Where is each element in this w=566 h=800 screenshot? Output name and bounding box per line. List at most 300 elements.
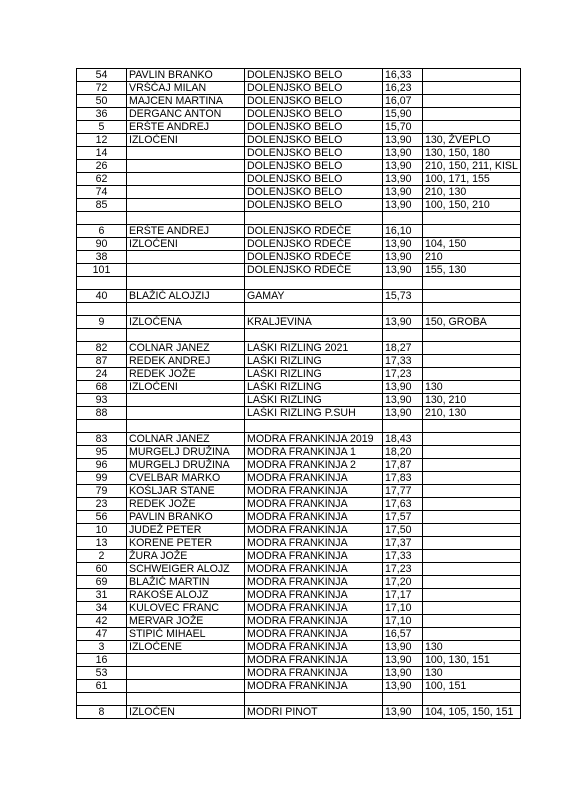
notes-cell: 100, 151	[423, 680, 521, 693]
notes-cell: 130, 210	[423, 394, 521, 407]
sample-number-cell: 82	[77, 342, 127, 355]
notes-cell: 104, 105, 150, 151	[423, 706, 521, 719]
score-cell: 13,90	[383, 641, 423, 654]
table-row	[77, 303, 521, 316]
table-row	[77, 407, 521, 420]
score-cell	[383, 329, 423, 342]
score-cell: 17,37	[383, 537, 423, 550]
notes-cell	[423, 433, 521, 446]
sample-number-cell	[77, 420, 127, 433]
wine-cell	[245, 212, 383, 225]
notes-cell: 130	[423, 641, 521, 654]
producer-cell: MERVAR JOŽE	[127, 615, 245, 628]
producer-cell: REDEK JOŽE	[127, 368, 245, 381]
score-cell: 17,23	[383, 563, 423, 576]
notes-cell	[423, 212, 521, 225]
wine-cell	[245, 277, 383, 290]
table-row	[77, 641, 521, 654]
score-cell: 13,90	[383, 199, 423, 212]
table-row	[77, 381, 521, 394]
wine-cell: MODRA FRANKINJA	[245, 537, 383, 550]
notes-cell	[423, 537, 521, 550]
score-cell: 16,57	[383, 628, 423, 641]
wine-cell: DOLENJSKO RDEČE	[245, 225, 383, 238]
producer-cell: COLNAR JANEZ	[127, 433, 245, 446]
wine-cell: MODRA FRANKINJA	[245, 563, 383, 576]
producer-cell	[127, 199, 245, 212]
sample-number-cell: 36	[77, 108, 127, 121]
score-cell: 17,63	[383, 498, 423, 511]
table-row	[77, 355, 521, 368]
score-cell: 13,90	[383, 238, 423, 251]
producer-cell: SCHWEIGER ALOJZ	[127, 563, 245, 576]
score-cell	[383, 277, 423, 290]
notes-cell	[423, 420, 521, 433]
table-row	[77, 667, 521, 680]
table-row	[77, 602, 521, 615]
score-cell: 13,90	[383, 706, 423, 719]
sample-number-cell: 6	[77, 225, 127, 238]
notes-cell: 104, 150	[423, 238, 521, 251]
score-cell: 13,90	[383, 407, 423, 420]
sample-number-cell: 8	[77, 706, 127, 719]
wine-cell: MODRA FRANKINJA	[245, 524, 383, 537]
score-cell: 16,23	[383, 82, 423, 95]
notes-cell	[423, 511, 521, 524]
score-cell	[383, 212, 423, 225]
wine-cell: LAŠKI RIZLING	[245, 355, 383, 368]
score-cell: 13,90	[383, 667, 423, 680]
producer-cell	[127, 277, 245, 290]
score-cell	[383, 693, 423, 706]
wine-cell: DOLENJSKO BELO	[245, 69, 383, 82]
table-row	[77, 342, 521, 355]
wine-cell: DOLENJSKO BELO	[245, 160, 383, 173]
producer-cell: IZLOČENI	[127, 134, 245, 147]
wine-cell: DOLENJSKO RDEČE	[245, 238, 383, 251]
table-row	[77, 277, 521, 290]
table-row	[77, 225, 521, 238]
producer-cell: MURGELJ DRUŽINA	[127, 446, 245, 459]
wine-cell: LAŠKI RIZLING	[245, 394, 383, 407]
wine-results-table	[76, 68, 521, 719]
notes-cell	[423, 550, 521, 563]
wine-cell: MODRA FRANKINJA	[245, 654, 383, 667]
producer-cell: IZLOČENI	[127, 381, 245, 394]
table-row	[77, 147, 521, 160]
wine-cell: KRALJEVINA	[245, 316, 383, 329]
sample-number-cell: 85	[77, 199, 127, 212]
score-cell: 17,87	[383, 459, 423, 472]
table-row	[77, 251, 521, 264]
sample-number-cell: 50	[77, 95, 127, 108]
score-cell: 13,90	[383, 134, 423, 147]
table-row	[77, 498, 521, 511]
table-row	[77, 654, 521, 667]
notes-cell	[423, 563, 521, 576]
notes-cell: 210, 130	[423, 407, 521, 420]
score-cell: 13,90	[383, 160, 423, 173]
table-row	[77, 628, 521, 641]
sample-number-cell: 101	[77, 264, 127, 277]
score-cell: 17,50	[383, 524, 423, 537]
wine-cell: MODRA FRANKINJA	[245, 485, 383, 498]
notes-cell	[423, 355, 521, 368]
wine-cell: MODRA FRANKINJA	[245, 641, 383, 654]
notes-cell	[423, 693, 521, 706]
producer-cell	[127, 329, 245, 342]
sample-number-cell: 96	[77, 459, 127, 472]
notes-cell: 100, 130, 151	[423, 654, 521, 667]
wine-cell: MODRA FRANKINJA	[245, 511, 383, 524]
producer-cell	[127, 186, 245, 199]
sample-number-cell: 31	[77, 589, 127, 602]
sample-number-cell: 72	[77, 82, 127, 95]
sample-number-cell	[77, 303, 127, 316]
table-row	[77, 706, 521, 719]
table-row	[77, 511, 521, 524]
wine-cell: LAŠKI RIZLING	[245, 381, 383, 394]
producer-cell	[127, 147, 245, 160]
producer-cell	[127, 693, 245, 706]
notes-cell	[423, 342, 521, 355]
sample-number-cell: 14	[77, 147, 127, 160]
table-row	[77, 82, 521, 95]
sample-number-cell	[77, 693, 127, 706]
score-cell: 18,27	[383, 342, 423, 355]
notes-cell	[423, 602, 521, 615]
notes-cell	[423, 277, 521, 290]
producer-cell: PAVLIN BRANKO	[127, 69, 245, 82]
score-cell: 15,70	[383, 121, 423, 134]
wine-cell	[245, 420, 383, 433]
notes-cell: 210, 130	[423, 186, 521, 199]
table-row	[77, 420, 521, 433]
score-cell: 17,33	[383, 355, 423, 368]
notes-cell	[423, 524, 521, 537]
notes-cell	[423, 615, 521, 628]
producer-cell: IZLOČENE	[127, 641, 245, 654]
notes-cell	[423, 290, 521, 303]
table-row	[77, 290, 521, 303]
notes-cell	[423, 459, 521, 472]
wine-cell: DOLENJSKO BELO	[245, 186, 383, 199]
sample-number-cell: 69	[77, 576, 127, 589]
score-cell: 16,33	[383, 69, 423, 82]
sample-number-cell: 88	[77, 407, 127, 420]
wine-cell: DOLENJSKO BELO	[245, 108, 383, 121]
producer-cell: KOŠLJAR STANE	[127, 485, 245, 498]
notes-cell	[423, 498, 521, 511]
score-cell: 13,90	[383, 251, 423, 264]
score-cell: 15,73	[383, 290, 423, 303]
producer-cell: PAVLIN BRANKO	[127, 511, 245, 524]
notes-cell: 130, 150, 180	[423, 147, 521, 160]
table-row	[77, 95, 521, 108]
sample-number-cell: 12	[77, 134, 127, 147]
score-cell: 13,90	[383, 680, 423, 693]
wine-cell: DOLENJSKO BELO	[245, 173, 383, 186]
sample-number-cell: 56	[77, 511, 127, 524]
wine-cell: MODRA FRANKINJA 2	[245, 459, 383, 472]
wine-cell: DOLENJSKO BELO	[245, 199, 383, 212]
producer-cell: KORENE PETER	[127, 537, 245, 550]
sample-number-cell: 23	[77, 498, 127, 511]
producer-cell: BLAŽIČ ALOJZIJ	[127, 290, 245, 303]
producer-cell	[127, 654, 245, 667]
producer-cell: ERŠTE ANDREJ	[127, 121, 245, 134]
wine-cell: LAŠKI RIZLING 2021	[245, 342, 383, 355]
notes-cell	[423, 108, 521, 121]
table-row	[77, 563, 521, 576]
score-cell: 17,10	[383, 602, 423, 615]
score-cell: 13,90	[383, 186, 423, 199]
producer-cell: CVELBAR MARKO	[127, 472, 245, 485]
score-cell: 13,90	[383, 173, 423, 186]
table-row	[77, 108, 521, 121]
notes-cell: 100, 150, 210	[423, 199, 521, 212]
sample-number-cell: 5	[77, 121, 127, 134]
sample-number-cell: 9	[77, 316, 127, 329]
sample-number-cell: 38	[77, 251, 127, 264]
score-cell: 17,83	[383, 472, 423, 485]
notes-cell: 155, 130	[423, 264, 521, 277]
score-cell: 18,20	[383, 446, 423, 459]
score-cell: 16,10	[383, 225, 423, 238]
table-row	[77, 199, 521, 212]
producer-cell	[127, 160, 245, 173]
table-row	[77, 485, 521, 498]
table-row	[77, 329, 521, 342]
producer-cell	[127, 251, 245, 264]
table-row	[77, 173, 521, 186]
table-row	[77, 69, 521, 82]
sample-number-cell: 90	[77, 238, 127, 251]
sample-number-cell	[77, 212, 127, 225]
wine-cell: GAMAY	[245, 290, 383, 303]
wine-cell	[245, 693, 383, 706]
sample-number-cell	[77, 329, 127, 342]
table-row	[77, 550, 521, 563]
table-row	[77, 238, 521, 251]
wine-cell: MODRA FRANKINJA	[245, 472, 383, 485]
wine-cell: MODRI PINOT	[245, 706, 383, 719]
sample-number-cell: 54	[77, 69, 127, 82]
wine-cell: MODRA FRANKINJA	[245, 498, 383, 511]
notes-cell	[423, 472, 521, 485]
producer-cell: MURGELJ DRUŽINA	[127, 459, 245, 472]
wine-cell: DOLENJSKO RDEČE	[245, 251, 383, 264]
table-row	[77, 433, 521, 446]
score-cell: 13,90	[383, 264, 423, 277]
sample-number-cell: 74	[77, 186, 127, 199]
sample-number-cell: 13	[77, 537, 127, 550]
sample-number-cell: 3	[77, 641, 127, 654]
notes-cell: 210, 150, 211, KISL	[423, 160, 521, 173]
table-row	[77, 680, 521, 693]
producer-cell: IZLOČENI	[127, 238, 245, 251]
wine-cell: MODRA FRANKINJA	[245, 602, 383, 615]
wine-cell: MODRA FRANKINJA	[245, 667, 383, 680]
notes-cell	[423, 446, 521, 459]
table-row	[77, 394, 521, 407]
producer-cell	[127, 173, 245, 186]
score-cell: 13,90	[383, 381, 423, 394]
sample-number-cell: 62	[77, 173, 127, 186]
score-cell	[383, 420, 423, 433]
table-row	[77, 524, 521, 537]
table-row	[77, 576, 521, 589]
sample-number-cell: 83	[77, 433, 127, 446]
wine-cell: MODRA FRANKINJA 1	[245, 446, 383, 459]
sample-number-cell: 87	[77, 355, 127, 368]
producer-cell: KULOVEC FRANC	[127, 602, 245, 615]
table-row	[77, 368, 521, 381]
sample-number-cell: 42	[77, 615, 127, 628]
notes-cell: 210	[423, 251, 521, 264]
producer-cell: REDEK JOŽE	[127, 498, 245, 511]
producer-cell: VRŠČAJ MILAN	[127, 82, 245, 95]
notes-cell	[423, 69, 521, 82]
wine-cell: DOLENJSKO BELO	[245, 121, 383, 134]
score-cell: 16,07	[383, 95, 423, 108]
producer-cell: STIPIČ MIHAEL	[127, 628, 245, 641]
table-row	[77, 446, 521, 459]
score-cell: 17,57	[383, 511, 423, 524]
producer-cell	[127, 407, 245, 420]
notes-cell	[423, 329, 521, 342]
wine-cell: DOLENJSKO RDEČE	[245, 264, 383, 277]
producer-cell	[127, 680, 245, 693]
table-body	[77, 69, 521, 719]
table-row	[77, 264, 521, 277]
table-row	[77, 459, 521, 472]
score-cell: 13,90	[383, 316, 423, 329]
wine-cell: MODRA FRANKINJA	[245, 680, 383, 693]
producer-cell: MAJCEN MARTINA	[127, 95, 245, 108]
producer-cell	[127, 264, 245, 277]
sample-number-cell	[77, 277, 127, 290]
table-row	[77, 160, 521, 173]
notes-cell: 130	[423, 381, 521, 394]
sample-number-cell: 10	[77, 524, 127, 537]
producer-cell	[127, 303, 245, 316]
wine-cell: DOLENJSKO BELO	[245, 147, 383, 160]
sample-number-cell: 93	[77, 394, 127, 407]
producer-cell: DERGANC ANTON	[127, 108, 245, 121]
wine-cell: MODRA FRANKINJA	[245, 576, 383, 589]
wine-cell: DOLENJSKO BELO	[245, 95, 383, 108]
score-cell: 15,90	[383, 108, 423, 121]
producer-cell: COLNAR JANEZ	[127, 342, 245, 355]
notes-cell	[423, 303, 521, 316]
producer-cell	[127, 394, 245, 407]
wine-cell: MODRA FRANKINJA	[245, 615, 383, 628]
sample-number-cell: 99	[77, 472, 127, 485]
producer-cell: RAKOŠE ALOJZ	[127, 589, 245, 602]
sample-number-cell: 79	[77, 485, 127, 498]
sample-number-cell: 16	[77, 654, 127, 667]
table-row	[77, 212, 521, 225]
sample-number-cell: 40	[77, 290, 127, 303]
wine-cell: DOLENJSKO BELO	[245, 82, 383, 95]
table-row	[77, 589, 521, 602]
score-cell: 17,77	[383, 485, 423, 498]
sample-number-cell: 47	[77, 628, 127, 641]
notes-cell	[423, 121, 521, 134]
table-row	[77, 186, 521, 199]
sample-number-cell: 24	[77, 368, 127, 381]
producer-cell: BLAŽIČ MARTIN	[127, 576, 245, 589]
sample-number-cell: 34	[77, 602, 127, 615]
producer-cell	[127, 212, 245, 225]
table-row	[77, 537, 521, 550]
score-cell: 13,90	[383, 394, 423, 407]
producer-cell: IZLOČENA	[127, 316, 245, 329]
wine-cell: DOLENJSKO BELO	[245, 134, 383, 147]
sample-number-cell: 60	[77, 563, 127, 576]
sample-number-cell: 53	[77, 667, 127, 680]
score-cell: 17,33	[383, 550, 423, 563]
producer-cell: ŽURA JOŽE	[127, 550, 245, 563]
score-cell: 18,43	[383, 433, 423, 446]
score-cell	[383, 303, 423, 316]
notes-cell	[423, 225, 521, 238]
sample-number-cell: 61	[77, 680, 127, 693]
wine-cell: MODRA FRANKINJA 2019	[245, 433, 383, 446]
producer-cell	[127, 420, 245, 433]
score-cell: 17,23	[383, 368, 423, 381]
notes-cell	[423, 95, 521, 108]
score-cell: 17,10	[383, 615, 423, 628]
sample-number-cell: 68	[77, 381, 127, 394]
notes-cell: 150, GROBA	[423, 316, 521, 329]
wine-cell: MODRA FRANKINJA	[245, 550, 383, 563]
table-row	[77, 693, 521, 706]
notes-cell: 100, 171, 155	[423, 173, 521, 186]
producer-cell: ERŠTE ANDREJ	[127, 225, 245, 238]
notes-cell	[423, 576, 521, 589]
notes-cell	[423, 485, 521, 498]
sample-number-cell: 2	[77, 550, 127, 563]
notes-cell: 130	[423, 667, 521, 680]
notes-cell	[423, 589, 521, 602]
score-cell: 13,90	[383, 147, 423, 160]
producer-cell	[127, 667, 245, 680]
sample-number-cell: 95	[77, 446, 127, 459]
wine-cell: LAŠKI RIZLING	[245, 368, 383, 381]
wine-cell	[245, 329, 383, 342]
notes-cell	[423, 628, 521, 641]
table-row	[77, 121, 521, 134]
wine-cell: LAŠKI RIZLING P.SUH	[245, 407, 383, 420]
score-cell: 17,17	[383, 589, 423, 602]
table-row	[77, 134, 521, 147]
wine-cell	[245, 303, 383, 316]
notes-cell	[423, 82, 521, 95]
score-cell: 13,90	[383, 654, 423, 667]
score-cell: 17,20	[383, 576, 423, 589]
producer-cell: JUDEŽ PETER	[127, 524, 245, 537]
table-row	[77, 615, 521, 628]
producer-cell: REDEK ANDREJ	[127, 355, 245, 368]
table-row	[77, 316, 521, 329]
wine-cell: MODRA FRANKINJA	[245, 628, 383, 641]
wine-cell: MODRA FRANKINJA	[245, 589, 383, 602]
table-row	[77, 472, 521, 485]
sample-number-cell: 26	[77, 160, 127, 173]
producer-cell: IZLOČEN	[127, 706, 245, 719]
